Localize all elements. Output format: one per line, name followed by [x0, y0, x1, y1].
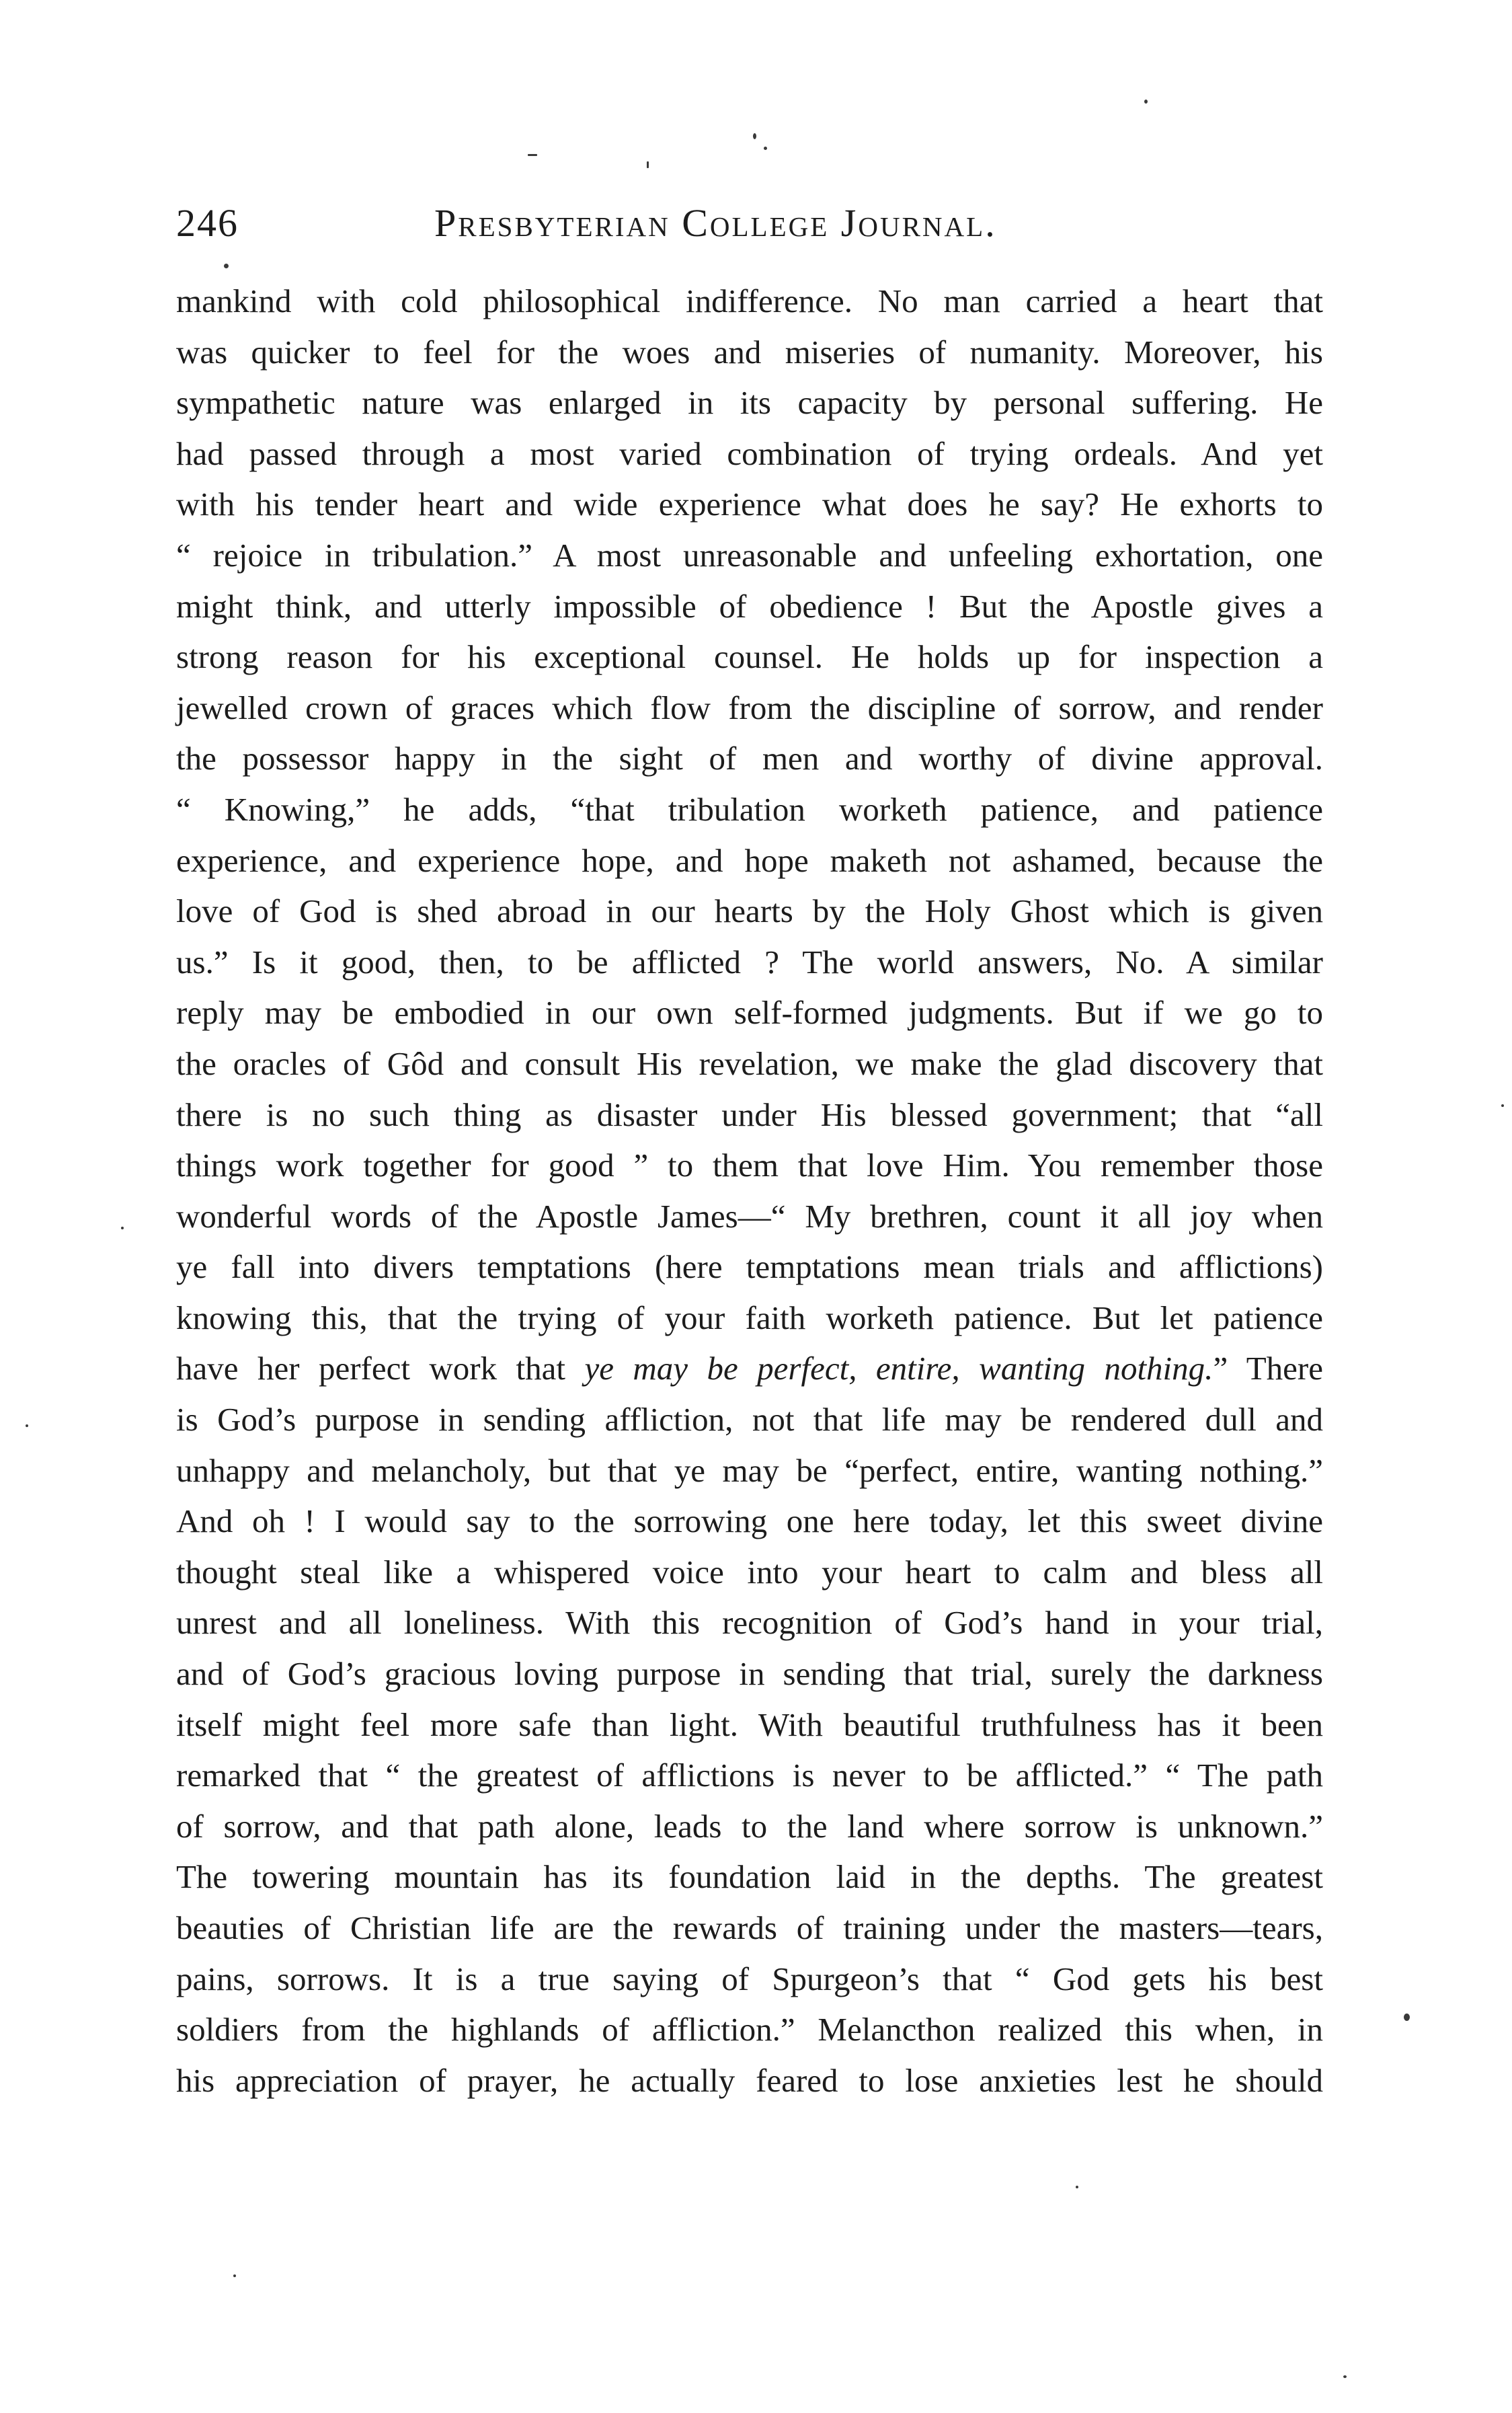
text-line: “ rejoice in tribulation.” A most unreasonable and unfeeling exhortation, one: [176, 536, 1323, 574]
text-line: And oh ! I would say to the sorrowing one here today, let this sweet divine: [176, 1502, 1323, 1540]
text-line: the possessor happy in the sight of men and worthy of divine approval.: [176, 740, 1323, 777]
text-line: mankind with cold philosophical indifference. No man carried a heart that: [176, 282, 1323, 319]
text-line: there is no such thing as disaster under His blessed government; that “all: [176, 1096, 1323, 1133]
italic-quote: ye may be perfect, entire, wanting nothing.: [584, 1350, 1213, 1387]
text-line: the oracles of Gôd and consult His revelation, we make the glad discovery that: [176, 1044, 1323, 1082]
text-line: “ Knowing,” he adds, “that tribulation worketh patience, and patience: [176, 790, 1323, 828]
scan-speck: [647, 161, 649, 168]
text-line: might think, and utterly impossible of obedience ! But the Apostle gives a: [176, 587, 1323, 625]
text-line: things work together for good ” to them that love Him. You remember those: [176, 1147, 1323, 1184]
page-header: [176, 195, 1097, 256]
text-line: unrest and all loneliness. With this recognition of God’s hand in your trial,: [176, 1604, 1323, 1642]
text-line: beauties of Christian life are the rewards of training under the masters—tears,: [176, 1909, 1323, 1946]
running-title: Presbyterian College Journal.: [434, 201, 997, 245]
text-line: is God’s purpose in sending affliction, not that life may be rendered dull and: [176, 1401, 1323, 1439]
text-line: was quicker to feel for the woes and miseries of numanity. Moreover, his: [176, 333, 1323, 371]
scan-speck: [1076, 2186, 1078, 2188]
text-line-italic-quote: [176, 1343, 1323, 1394]
scan-speck: [26, 1424, 28, 1427]
text-line: his appreciation of prayer, he actually feared to lose anxieties lest he should: [176, 2061, 1323, 2099]
text-line: itself might feel more safe than light. With beautiful truthfulness has it been: [176, 1706, 1323, 1743]
text-line: had passed through a most varied combination of trying ordeals. And yet: [176, 434, 1323, 472]
text-line: of sorrow, and that path alone, leads to the land where sorrow is unknown.”: [176, 1807, 1323, 1845]
text-line: remarked that “ the greatest of afflictions is never to be afflicted.” “ The path: [176, 1757, 1323, 1794]
text-line: strong reason for his exceptional counsel. He holds up for inspection a: [176, 638, 1323, 676]
text-line: pains, sorrows. It is a true saying of Spurgeon’s that “ God gets his best: [176, 1960, 1323, 1997]
scan-speck: [121, 1227, 124, 1229]
text-segment: have her perfect work that: [176, 1350, 585, 1387]
text-line: soldiers from the highlands of affliction.” Melancthon realized this when, in: [176, 2011, 1323, 2048]
text-line: with his tender heart and wide experience what does he say? He exhorts to: [176, 486, 1323, 523]
scan-speck: [233, 2274, 236, 2277]
text-segment: ” There: [1213, 1350, 1323, 1387]
scan-speck: [1501, 1104, 1504, 1107]
scan-speck: [1144, 100, 1148, 104]
text-line: ye fall into divers temptations (here temptations mean trials and afflictions): [176, 1248, 1323, 1286]
scan-speck: [528, 154, 537, 156]
text-line: reply may be embodied in our own self-formed judgments. But if we go to: [176, 994, 1323, 1032]
body-text: [176, 276, 1323, 2106]
text-line: wonderful words of the Apostle James—“ My brethren, count it all joy when: [176, 1197, 1323, 1235]
text-line: experience, and experience hope, and hope maketh not ashamed, because the: [176, 841, 1323, 879]
text-line: The towering mountain has its foundation laid in the depths. The greatest: [176, 1858, 1323, 1896]
scan-speck: [1404, 2014, 1410, 2021]
text-line: thought steal like a whispered voice into your heart to calm and bless all: [176, 1553, 1323, 1591]
scan-speck: [224, 264, 229, 268]
scan-speck: [753, 133, 756, 139]
scan-speck: [1343, 2375, 1347, 2378]
text-line: unhappy and melancholy, but that ye may be “perfect, entire, wanting nothing.”: [176, 1451, 1323, 1489]
text-line: jewelled crown of graces which flow from the discipline of sorrow, and render: [176, 689, 1323, 726]
text-line: and of God’s gracious loving purpose in sending that trial, surely the darkness: [176, 1655, 1323, 1693]
text-line: love of God is shed abroad in our hearts by the Holy Ghost which is given: [176, 892, 1323, 930]
scan-speck: [764, 147, 767, 150]
text-line: knowing this, that the trying of your faith worketh patience. But let patience: [176, 1299, 1323, 1336]
text-line: sympathetic nature was enlarged in its capacity by personal suffering. He: [176, 384, 1323, 422]
page-number: 246: [176, 201, 239, 245]
text-line: us.” Is it good, then, to be afflicted ? The world answers, No. A similar: [176, 943, 1323, 981]
